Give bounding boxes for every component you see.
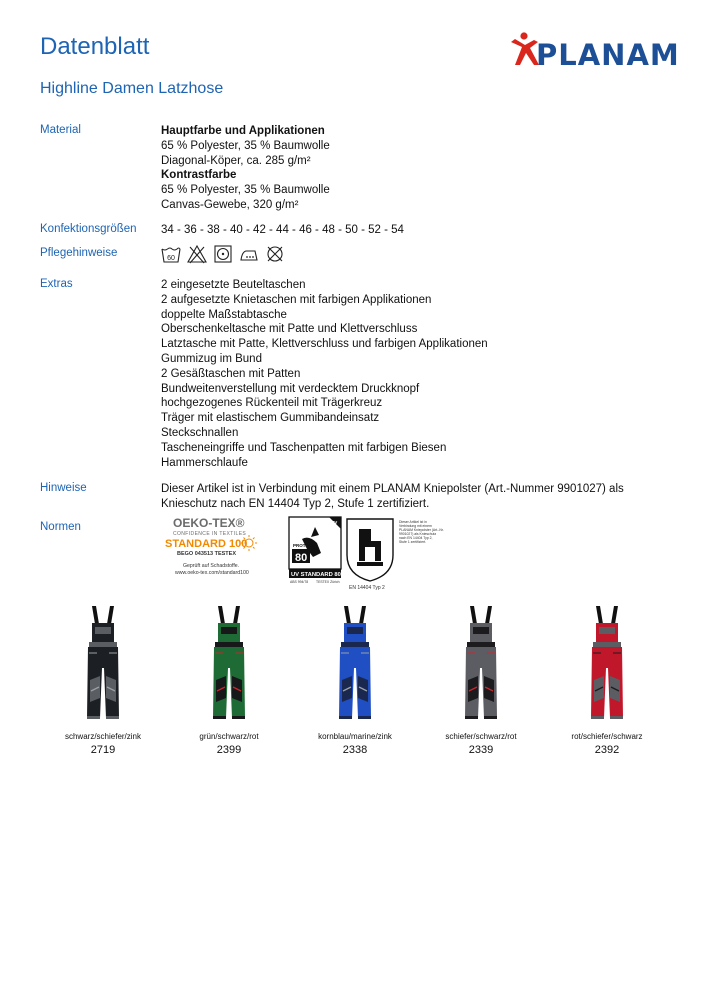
wash-temp-label: 60	[167, 255, 175, 262]
text-line: 2 aufgesetzte Knietaschen mit farbigen Applikationen	[161, 293, 432, 306]
product-number: 2392	[594, 744, 620, 756]
text-line: Kontrastfarbe	[161, 169, 237, 182]
uv-standard: UV STANDARD 801	[291, 572, 345, 578]
norms-label: Normen	[40, 521, 81, 533]
text-line: Träger mit elastischem Gummibandeinsatz	[161, 412, 380, 425]
wash-60-icon	[161, 244, 181, 264]
en-text-line: nach EN 14404 Typ 2,	[399, 536, 433, 540]
product-color: kornblau/marine/zink	[318, 732, 392, 741]
oeko-note1: Geprüft auf Schadstoffe.	[183, 563, 240, 569]
product-color: schwarz/schiefer/zink	[64, 732, 142, 741]
product-number: 2719	[90, 744, 116, 756]
text-line: Canvas-Gewebe, 320 g/m²	[161, 198, 299, 211]
certification-logos	[161, 515, 444, 595]
product-color: rot/schiefer/schwarz	[571, 732, 643, 741]
text-line: Latztasche mit Patte, Klettverschluss und farbigen Applikationen	[161, 338, 488, 351]
bib-overall-image	[451, 606, 511, 724]
product-color: grün/schwarz/rot	[199, 732, 259, 741]
uv-small2: TESTEX Zürich	[316, 580, 340, 584]
product-item	[547, 606, 667, 756]
uv-value: 80	[295, 552, 308, 564]
en-caption: EN 14404 Typ 2	[349, 585, 385, 591]
oeko-brand: OEKO-TEX®	[173, 516, 245, 530]
bib-overall-image	[325, 606, 385, 724]
text-line: 65 % Polyester, 35 % Baumwolle	[161, 184, 330, 197]
iron-icon	[239, 244, 259, 264]
en-text-line: 9901027) als Knieschutz	[399, 532, 437, 536]
product-color: schiefer/schwarz/rot	[445, 732, 517, 741]
text-line: Steckschnallen	[161, 426, 239, 439]
en-text-line: Verbindung mit einem	[399, 524, 432, 528]
no-dry-clean-icon	[265, 244, 285, 264]
en-text-line: PLANAM Kniepolster (Art.-Nr.	[399, 528, 444, 532]
text-line: Oberschenkeltasche mit Patte und Klettverschluss	[161, 323, 418, 336]
logo-text: PLANAM	[536, 38, 680, 72]
product-item	[421, 606, 541, 756]
uv-protect: PROTECT	[293, 543, 315, 548]
oeko-tex-logo	[165, 516, 257, 576]
bib-overall-image	[577, 606, 637, 724]
en-text-line: Stufe 1 zertifiziert.	[399, 540, 427, 544]
text-line: Gummizug im Bund	[161, 352, 262, 365]
no-bleach-icon	[187, 244, 207, 264]
product-number: 2339	[468, 744, 494, 756]
text-line: Tascheneingriffe und Taschenpatten mit farbigen Biesen	[161, 441, 447, 454]
text-line: Hauptfarbe und Applikationen	[161, 125, 325, 137]
text-line: 2 eingesetzte Beuteltaschen	[161, 279, 306, 291]
uv-small1: ABS 994/78	[290, 580, 309, 584]
en-14404-logo	[347, 519, 444, 591]
care-label: Pflegehinweise	[40, 247, 118, 259]
product-number: 2399	[216, 744, 242, 756]
extras-label: Extras	[40, 278, 73, 290]
planam-figure-icon	[511, 32, 539, 65]
product-item	[43, 606, 163, 756]
oeko-standard: STANDARD 100	[165, 538, 248, 550]
notes-label: Hinweise	[40, 482, 87, 494]
text-line: 2 Gesäßtaschen mit Patten	[161, 367, 301, 380]
text-line: 65 % Polyester, 35 % Baumwolle	[161, 139, 330, 152]
product-item	[295, 606, 415, 756]
extras-content	[161, 278, 671, 470]
text-line: Diagonal-Köper, ca. 285 g/m²	[161, 154, 311, 167]
product-title: Highline Damen Latzhose	[40, 80, 224, 97]
text-line: Hammerschlaufe	[161, 456, 248, 469]
text-line: Bundweitenverstellung mit verdecktem Druckknopf	[161, 382, 420, 395]
oeko-note2: www.oeko-tex.com/standard100	[175, 570, 249, 576]
bib-overall-image	[73, 606, 133, 724]
sizes-value: 34 - 36 - 38 - 40 - 42 - 44 - 46 - 48 - 50 - 52 - 54	[161, 224, 404, 236]
oeko-code: BEGO 043513 TESTEX	[177, 551, 236, 557]
text-line: doppelte Maßstabtasche	[161, 308, 287, 321]
text-line: Dieser Artikel ist in Verbindung mit einem PLANAM Kniepolster (Art.-Nummer 9901027) als	[161, 483, 624, 495]
text-line: hochgezogenes Rückenteil mit Trägerkreuz	[161, 397, 383, 410]
text-line: Knieschutz nach EN 14404 Typ 2, Stufe 1 zertifiziert.	[161, 497, 430, 510]
uv-standard-logo	[289, 517, 345, 584]
tumble-dry-icon	[213, 244, 233, 264]
product-item	[169, 606, 289, 756]
care-icons	[161, 244, 285, 264]
material-content	[161, 124, 671, 213]
bib-overall-image	[199, 606, 259, 724]
material-label: Material	[40, 124, 81, 136]
product-number: 2338	[342, 744, 368, 756]
notes-content	[161, 482, 671, 512]
sizes-label: Konfektionsgrößen	[40, 223, 137, 235]
en-text-line: Dieser Artikel ist in	[399, 520, 427, 524]
page-title: Datenblatt	[40, 33, 150, 60]
oeko-tagline: CONFIDENCE IN TEXTILES	[173, 531, 247, 537]
planam-logo	[508, 30, 680, 72]
uv-badge: UV	[331, 520, 338, 525]
